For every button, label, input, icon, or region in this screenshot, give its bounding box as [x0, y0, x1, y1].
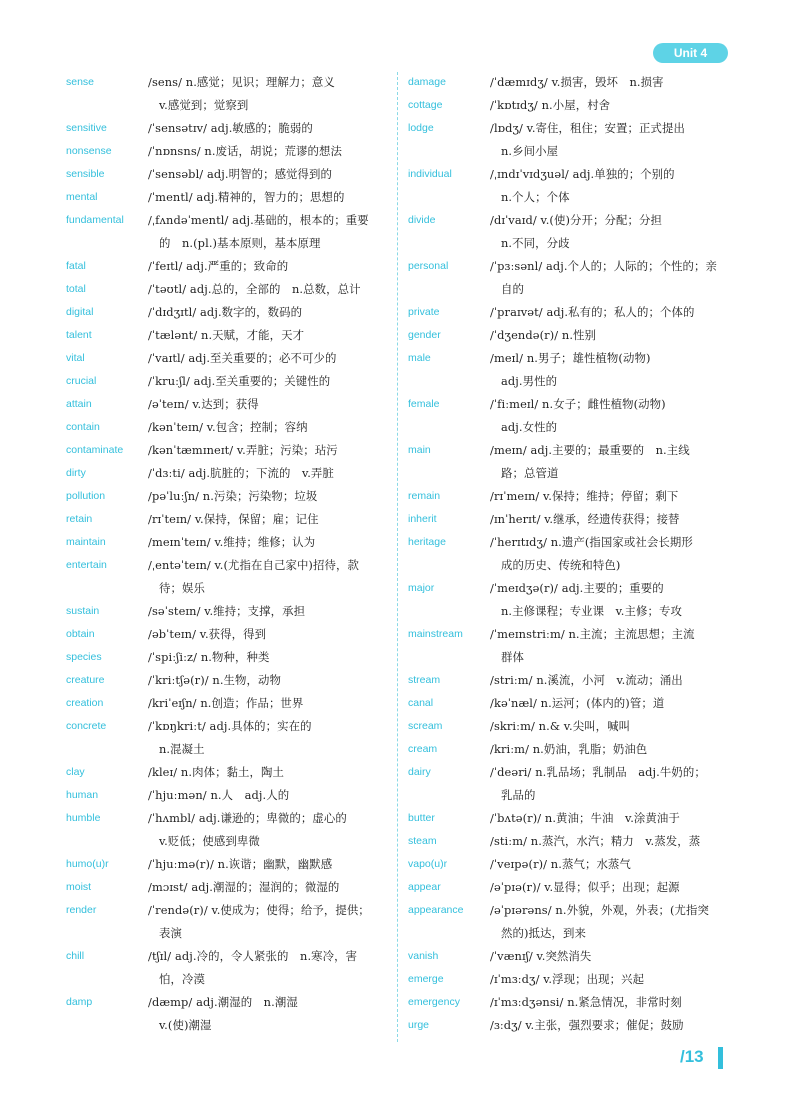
- vocab-definition: [148, 945, 391, 991]
- vocab-definition: [148, 485, 391, 508]
- definition-line: /ˈpraɪvət/ adj.私有的；私人的；个体的: [490, 305, 695, 319]
- definition-line: /dæmp/ adj.潮湿的 n.潮湿: [148, 995, 298, 1009]
- vocab-word: human: [66, 789, 99, 801]
- vocab-definition: [148, 439, 391, 462]
- vocab-definition: [490, 117, 728, 163]
- vocab-entry: [66, 485, 391, 508]
- vocab-word: lodge: [408, 122, 434, 134]
- definition-line: /kəˈnæl/ n.运河；(体内的)管；道: [490, 696, 665, 710]
- vocab-word: damp: [66, 996, 93, 1008]
- vocab-definition: [148, 324, 391, 347]
- vocab-word: concrete: [66, 720, 107, 732]
- vocab-entry: [66, 347, 391, 370]
- vocab-definition: [148, 117, 391, 140]
- vocab-definition: [490, 876, 728, 899]
- vocab-word: creation: [66, 697, 104, 709]
- vocab-definition: [490, 301, 728, 324]
- definition-line: /ˈpɜːsənl/ adj.个人的；人际的；个性的；亲: [490, 259, 718, 273]
- vocab-word: contain: [66, 421, 100, 433]
- vocab-entry: [66, 853, 391, 876]
- vocab-entry: [66, 255, 391, 278]
- definition-line: /ˈdeəri/ n.乳品场；乳制品 adj.牛奶的；: [490, 765, 706, 779]
- vocab-word: cottage: [408, 99, 443, 111]
- vocab-definition: [148, 186, 391, 209]
- definition-line: /ˈtælənt/ n.天赋，才能，天才: [148, 328, 305, 342]
- vocab-definition: [148, 807, 391, 853]
- vocab-entry: [66, 876, 391, 899]
- vocab-word: dairy: [408, 766, 431, 778]
- definition-line: adj.男性的: [501, 374, 558, 388]
- definition-line: 路；总管道: [501, 466, 559, 480]
- definition-line: /kleɪ/ n.肉体；黏土，陶土: [148, 765, 285, 779]
- definition-line: /tʃɪl/ adj.冷的，令人紧张的 n.寒冷，害: [148, 949, 358, 963]
- vocab-definition: [490, 255, 728, 301]
- definition-line: /ˈmeɪnstriːm/ n.主流；主流思想；主流: [490, 627, 695, 641]
- definition-line: /ɜːdʒ/ v.主张，强烈要求；催促；鼓励: [490, 1018, 684, 1032]
- vocab-entry: [66, 945, 391, 991]
- vocab-word: humo(u)r: [66, 858, 109, 870]
- vocab-definition: [490, 324, 728, 347]
- vocab-entry: [66, 140, 391, 163]
- vocab-entry: [408, 738, 728, 761]
- vocab-entry: [66, 531, 391, 554]
- vocab-word: sensitive: [66, 122, 107, 134]
- vocab-entry: [408, 945, 728, 968]
- vocab-entry: [66, 692, 391, 715]
- vocab-definition: [490, 991, 728, 1014]
- definition-line: /meɪn/ adj.主要的；最重要的 n.主线: [490, 443, 690, 457]
- vocab-definition: [148, 370, 391, 393]
- definition-line: /ˈvaɪtl/ adj.至关重要的；必不可少的: [148, 351, 337, 365]
- definition-line: /stiːm/ n.蒸汽，水汽；精力 v.蒸发，蒸: [490, 834, 701, 848]
- vocab-word: dirty: [66, 467, 86, 479]
- vocab-definition: [490, 393, 728, 439]
- vocab-entry: [408, 255, 728, 301]
- vocab-entry: [408, 393, 728, 439]
- vocab-definition: [490, 531, 728, 577]
- vocab-entry: [66, 209, 391, 255]
- vocab-definition: [490, 209, 728, 255]
- vocab-definition: [148, 416, 391, 439]
- vocab-word: total: [66, 283, 86, 295]
- right-vocabulary-column: [408, 71, 728, 1037]
- vocab-entry: [66, 462, 391, 485]
- vocab-definition: [148, 669, 391, 692]
- definition-line: /ˈrendə(r)/ v.使成为；使得；给予，提供；: [148, 903, 370, 917]
- vocab-entry: [408, 71, 728, 94]
- vocab-entry: [66, 600, 391, 623]
- definition-line: /ˈdʒendə(r)/ n.性别: [490, 328, 597, 342]
- vocab-word: divide: [408, 214, 436, 226]
- vocab-word: appear: [408, 881, 441, 893]
- vocab-definition: [148, 761, 391, 784]
- definition-line: v.贬低；使感到卑微: [159, 834, 260, 848]
- vocab-definition: [148, 899, 391, 945]
- vocab-word: obtain: [66, 628, 95, 640]
- vocab-entry: [66, 301, 391, 324]
- vocab-word: individual: [408, 168, 452, 180]
- vocab-entry: [66, 554, 391, 600]
- vocab-definition: [148, 646, 391, 669]
- vocab-word: female: [408, 398, 440, 410]
- vocab-word: sense: [66, 76, 95, 88]
- definition-line: /ˈkruːʃl/ adj.至关重要的；关键性的: [148, 374, 331, 388]
- definition-line: /ˈfiːmeɪl/ n.女子；雌性植物(动物): [490, 397, 666, 411]
- vocab-word: emerge: [408, 973, 444, 985]
- definition-line: n.不同，分歧: [501, 236, 570, 250]
- vocab-definition: [148, 991, 391, 1037]
- definition-line: 乳品的: [501, 788, 536, 802]
- definition-line: /ɪnˈherɪt/ v.继承，经遗传获得；接替: [490, 512, 680, 526]
- vocab-entry: [408, 692, 728, 715]
- vocab-definition: [148, 876, 391, 899]
- vocab-word: mental: [66, 191, 98, 203]
- vocab-entry: [408, 669, 728, 692]
- vocab-entry: [408, 991, 728, 1014]
- vocab-word: pollution: [66, 490, 106, 502]
- vocab-entry: [66, 899, 391, 945]
- vocab-definition: [148, 393, 391, 416]
- vocab-word: damage: [408, 76, 446, 88]
- vocab-word: nonsense: [66, 145, 112, 157]
- vocab-entry: [408, 485, 728, 508]
- definition-line: /ɪˈmɜːdʒənsi/ n.紧急情况，非常时刻: [490, 995, 682, 1009]
- vocab-entry: [408, 623, 728, 669]
- vocab-definition: [148, 71, 391, 117]
- definition-line: /ˈbʌtə(r)/ n.黄油；牛油 v.涂黄油于: [490, 811, 680, 825]
- vocab-definition: [148, 209, 391, 255]
- definition-line: /əˈpɪə(r)/ v.显得；似乎；出现；起源: [490, 880, 680, 894]
- vocab-word: cream: [408, 743, 438, 755]
- vocab-entry: [66, 623, 391, 646]
- definition-line: /ˈkɒtɪdʒ/ n.小屋，村舍: [490, 98, 611, 112]
- vocab-word: render: [66, 904, 97, 916]
- vocab-entry: [408, 853, 728, 876]
- vocab-word: inherit: [408, 513, 437, 525]
- vocab-word: creature: [66, 674, 105, 686]
- vocab-entry: [66, 117, 391, 140]
- vocab-entry: [408, 209, 728, 255]
- vocab-definition: [148, 554, 391, 600]
- vocab-definition: [490, 163, 728, 209]
- vocab-definition: [148, 853, 391, 876]
- vocab-entry: [66, 416, 391, 439]
- vocab-word: canal: [408, 697, 434, 709]
- definition-line: /ˌɪndɪˈvɪdʒuəl/ adj.单独的；个别的: [490, 167, 675, 181]
- definition-line: /ˈmeɪdʒə(r)/ adj.主要的；重要的: [490, 581, 664, 595]
- page-number: /13: [680, 1047, 704, 1066]
- vocab-definition: [148, 531, 391, 554]
- definition-line: /kənˈteɪn/ v.包含；控制；容纳: [148, 420, 308, 434]
- vocab-entry: [408, 163, 728, 209]
- vocab-definition: [490, 715, 728, 738]
- vocab-definition: [490, 439, 728, 485]
- vocab-entry: [66, 715, 391, 761]
- vocab-word: entertain: [66, 559, 107, 571]
- definition-line: /ˈhjuːmən/ n.人 adj.人的: [148, 788, 290, 802]
- vocab-definition: [490, 508, 728, 531]
- vocab-entry: [66, 761, 391, 784]
- vocab-entry: [408, 899, 728, 945]
- vocab-word: moist: [66, 881, 92, 893]
- vocab-entry: [66, 278, 391, 301]
- vocab-entry: [408, 94, 728, 117]
- vocab-entry: [66, 324, 391, 347]
- definition-line: /lɒdʒ/ v.寄住，租住；安置；正式提出: [490, 121, 685, 135]
- definition-line: /ˈnɒnsns/ n.废话，胡说；荒谬的想法: [148, 144, 342, 158]
- definition-line: /kənˈtæmɪneɪt/ v.弄脏；污染；玷污: [148, 443, 338, 457]
- vocab-definition: [490, 347, 728, 393]
- definition-line: /sens/ n.感觉；见识；理解力；意义: [148, 75, 335, 89]
- vocab-word: gender: [408, 329, 441, 341]
- vocab-definition: [148, 692, 391, 715]
- vocab-definition: [148, 140, 391, 163]
- vocab-word: emergency: [408, 996, 460, 1008]
- definition-line: /rɪˈmeɪn/ v.保持；维持；停留；剩下: [490, 489, 679, 503]
- vocab-word: sensible: [66, 168, 105, 180]
- vocab-definition: [148, 255, 391, 278]
- definition-line: /əˈpɪərəns/ n.外貌，外观，外表；(尤指突: [490, 903, 710, 917]
- vocab-definition: [490, 623, 728, 669]
- vocab-word: sustain: [66, 605, 100, 617]
- vocab-entry: [408, 301, 728, 324]
- definition-line: 然的)抵达，到来: [501, 926, 586, 940]
- vocab-definition: [490, 830, 728, 853]
- definition-line: /ˈdɪdʒɪtl/ adj.数字的，数码的: [148, 305, 303, 319]
- vocab-word: species: [66, 651, 102, 663]
- definition-line: n.主修课程；专业课 v.主修；专攻: [501, 604, 682, 618]
- page-number-bar: [718, 1047, 723, 1069]
- vocab-word: butter: [408, 812, 435, 824]
- vocab-word: digital: [66, 306, 94, 318]
- vocab-entry: [408, 324, 728, 347]
- vocab-entry: [66, 646, 391, 669]
- vocab-definition: [148, 462, 391, 485]
- definition-line: /mɔɪst/ adj.潮湿的；湿润的；微湿的: [148, 880, 340, 894]
- definition-line: /dɪˈvaɪd/ v.(使)分开；分配；分担: [490, 213, 662, 227]
- vocab-word: maintain: [66, 536, 106, 548]
- vocab-entry: [66, 370, 391, 393]
- definition-line: /ˈdæmɪdʒ/ v.损害，毁坏 n.损害: [490, 75, 664, 89]
- vocab-entry: [66, 163, 391, 186]
- definition-line: /striːm/ n.溪流，小河 v.流动；涌出: [490, 673, 683, 687]
- definition-line: adj.女性的: [501, 420, 558, 434]
- vocab-word: retain: [66, 513, 93, 525]
- vocab-definition: [148, 623, 391, 646]
- vocab-entry: [408, 807, 728, 830]
- definition-line: /ˈhʌmbl/ adj.谦逊的；卑微的；虚心的: [148, 811, 347, 825]
- definition-line: /kriˈeɪʃn/ n.创造；作品；世界: [148, 696, 304, 710]
- vocab-definition: [490, 853, 728, 876]
- vocab-entry: [66, 393, 391, 416]
- definition-line: /ˈsensəbl/ adj.明智的；感觉得到的: [148, 167, 333, 181]
- vocab-entry: [408, 577, 728, 623]
- definition-line: v.(使)潮湿: [159, 1018, 212, 1032]
- definition-line: 群体: [501, 650, 524, 664]
- vocab-entry: [408, 347, 728, 393]
- vocab-definition: [148, 301, 391, 324]
- vocab-entry: [408, 117, 728, 163]
- definition-line: /meɪnˈteɪn/ v.维持；维修；认为: [148, 535, 316, 549]
- column-divider: [397, 72, 398, 1042]
- definition-line: /ˈmentl/ adj.精神的，智力的；思想的: [148, 190, 345, 204]
- vocab-definition: [490, 692, 728, 715]
- vocab-entry: [408, 508, 728, 531]
- definition-line: /ˈkɒŋkriːt/ adj.具体的；实在的: [148, 719, 312, 733]
- vocab-entry: [66, 991, 391, 1037]
- vocab-word: mainstream: [408, 628, 463, 640]
- vocab-word: remain: [408, 490, 441, 502]
- definition-line: /ˈveɪpə(r)/ n.蒸气；水蒸气: [490, 857, 631, 871]
- vocab-word: attain: [66, 398, 92, 410]
- vocab-entry: [66, 439, 391, 462]
- vocab-entry: [66, 669, 391, 692]
- definition-line: /ˈsensətɪv/ adj.敏感的；脆弱的: [148, 121, 313, 135]
- definition-line: /ˈdɜːti/ adj.肮脏的；下流的 v.弄脏: [148, 466, 334, 480]
- definition-line: /skriːm/ n.& v.尖叫，喊叫: [490, 719, 631, 733]
- definition-line: /ˈvænɪʃ/ v.突然消失: [490, 949, 592, 963]
- definition-line: 的 n.(pl.)基本原则，基本原理: [159, 236, 321, 250]
- unit-badge: Unit 4: [653, 43, 728, 63]
- definition-line: v.感觉到；觉察到: [159, 98, 249, 112]
- vocab-word: appearance: [408, 904, 464, 916]
- definition-line: /meɪl/ n.男子；雄性植物(动物): [490, 351, 651, 365]
- vocab-entry: [408, 761, 728, 807]
- definition-line: /ˈfeɪtl/ adj.严重的；致命的: [148, 259, 289, 273]
- definition-line: 待；娱乐: [159, 581, 205, 595]
- vocab-word: contaminate: [66, 444, 124, 456]
- vocab-word: urge: [408, 1019, 430, 1031]
- vocab-word: heritage: [408, 536, 446, 548]
- definition-line: /ˈkriːtʃə(r)/ n.生物，动物: [148, 673, 282, 687]
- vocab-entry: [408, 715, 728, 738]
- vocab-word: clay: [66, 766, 85, 778]
- vocab-entry: [408, 439, 728, 485]
- vocab-entry: [408, 531, 728, 577]
- definition-line: /rɪˈteɪn/ v.保持，保留；雇；记住: [148, 512, 319, 526]
- vocab-entry: [66, 71, 391, 117]
- left-vocabulary-column: [66, 71, 391, 1037]
- vocab-entry: [66, 784, 391, 807]
- vocab-definition: [490, 669, 728, 692]
- vocab-word: fatal: [66, 260, 86, 272]
- vocab-word: fundamental: [66, 214, 124, 226]
- vocab-definition: [490, 71, 728, 94]
- vocab-word: steam: [408, 835, 437, 847]
- vocab-word: chill: [66, 950, 85, 962]
- vocab-word: vanish: [408, 950, 439, 962]
- vocab-word: humble: [66, 812, 101, 824]
- vocab-entry: [66, 508, 391, 531]
- definition-line: /səˈsteɪn/ v.维持；支撑，承担: [148, 604, 306, 618]
- definition-line: 表演: [159, 926, 182, 940]
- definition-line: /kriːm/ n.奶油，乳脂；奶油色: [490, 742, 648, 756]
- vocab-word: personal: [408, 260, 449, 272]
- vocab-entry: [408, 1014, 728, 1037]
- vocab-definition: [490, 968, 728, 991]
- definition-line: 成的历史、传统和特色): [501, 558, 621, 572]
- vocab-word: major: [408, 582, 435, 594]
- vocab-definition: [148, 715, 391, 761]
- vocab-definition: [490, 94, 728, 117]
- vocab-word: stream: [408, 674, 441, 686]
- definition-line: n.个人；个体: [501, 190, 570, 204]
- vocab-word: scream: [408, 720, 443, 732]
- definition-line: n.乡间小屋: [501, 144, 559, 158]
- definition-line: /pəˈluːʃn/ n.污染；污染物；垃圾: [148, 489, 318, 503]
- definition-line: /əbˈteɪn/ v.获得，得到: [148, 627, 267, 641]
- definition-line: /ˈspiːʃiːz/ n.物种，种类: [148, 650, 270, 664]
- definition-line: /ˈhjuːmə(r)/ n.诙谐；幽默，幽默感: [148, 857, 333, 871]
- vocab-word: vital: [66, 352, 85, 364]
- definition-line: /ˈherɪtɪdʒ/ n.遗产(指国家或社会长期形: [490, 535, 693, 549]
- vocab-entry: [66, 186, 391, 209]
- vocab-definition: [490, 738, 728, 761]
- definition-line: /ˌentəˈteɪn/ v.(尤指在自己家中)招待，款: [148, 558, 359, 572]
- definition-line: /ˌfʌndəˈmentl/ adj.基础的，根本的；重要: [148, 213, 369, 227]
- vocab-entry: [408, 968, 728, 991]
- vocab-entry: [408, 876, 728, 899]
- vocab-definition: [148, 784, 391, 807]
- vocab-definition: [490, 807, 728, 830]
- vocab-definition: [490, 577, 728, 623]
- definition-line: 自的: [501, 282, 524, 296]
- vocab-definition: [148, 508, 391, 531]
- vocab-definition: [148, 278, 391, 301]
- vocab-word: private: [408, 306, 440, 318]
- vocab-word: talent: [66, 329, 92, 341]
- vocab-word: main: [408, 444, 431, 456]
- definition-line: n.混凝土: [159, 742, 205, 756]
- vocab-definition: [490, 1014, 728, 1037]
- vocab-definition: [148, 347, 391, 370]
- definition-line: /əˈteɪn/ v.达到；获得: [148, 397, 259, 411]
- vocab-definition: [490, 761, 728, 807]
- vocab-definition: [490, 485, 728, 508]
- vocab-word: male: [408, 352, 431, 364]
- definition-line: 怕，冷漠: [159, 972, 205, 986]
- vocab-definition: [490, 899, 728, 945]
- vocab-definition: [490, 945, 728, 968]
- vocab-entry: [408, 830, 728, 853]
- definition-line: /ɪˈmɜːdʒ/ v.浮现；出现；兴起: [490, 972, 645, 986]
- vocab-definition: [148, 600, 391, 623]
- vocab-entry: [66, 807, 391, 853]
- definition-line: /ˈtəʊtl/ adj.总的，全部的 n.总数，总计: [148, 282, 361, 296]
- vocab-definition: [148, 163, 391, 186]
- vocab-word: crucial: [66, 375, 97, 387]
- vocab-word: vapo(u)r: [408, 858, 448, 870]
